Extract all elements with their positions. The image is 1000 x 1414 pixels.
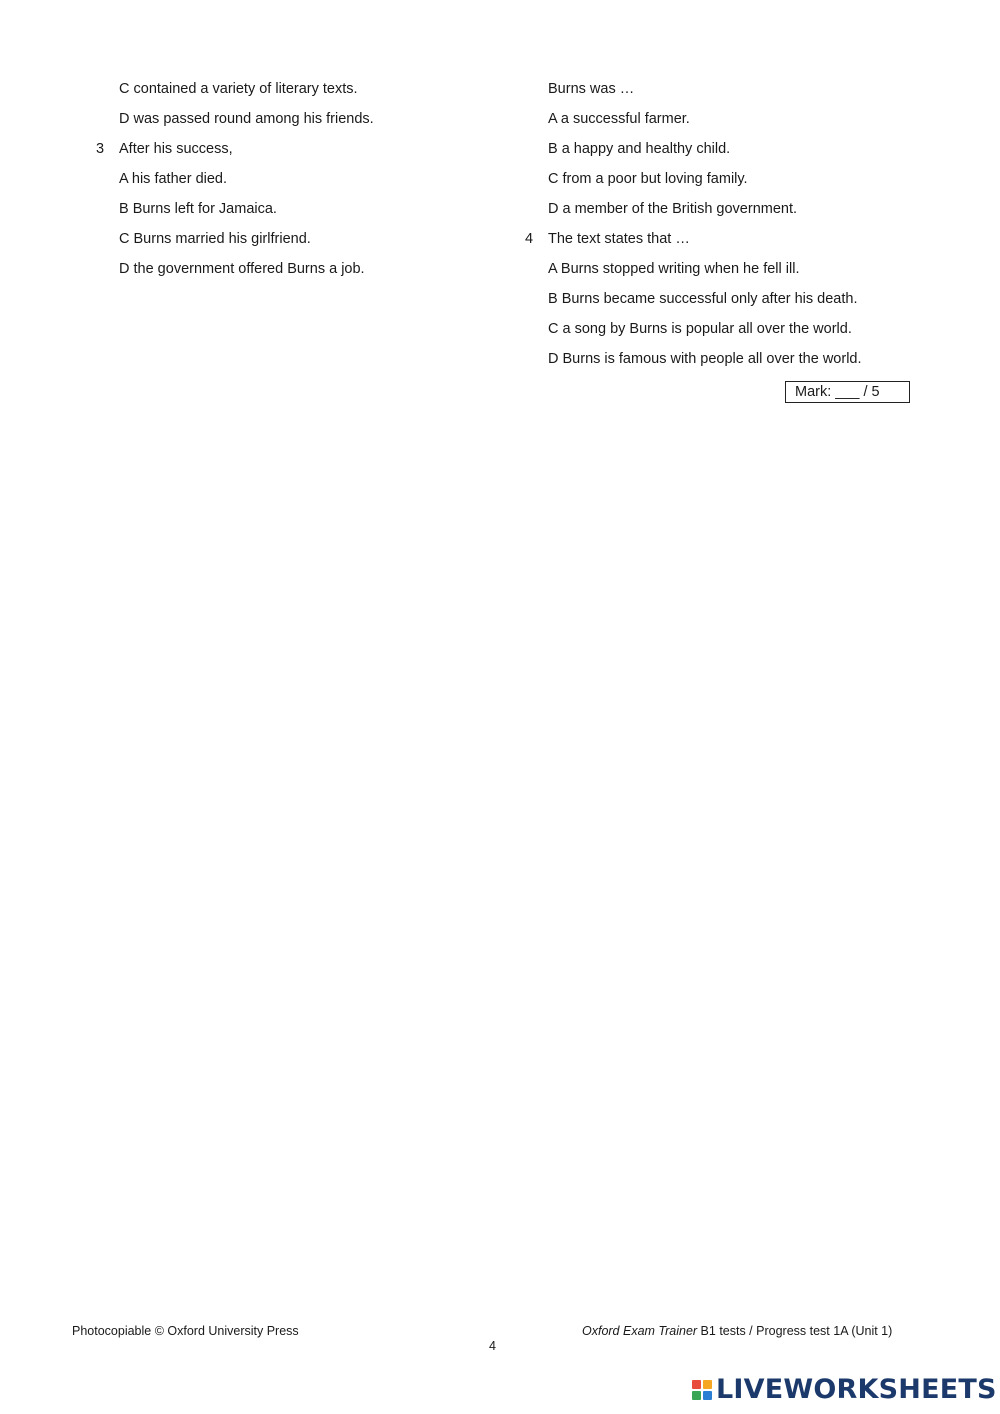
q4-stem: The text states that …	[548, 231, 690, 247]
brand-name: LIVEWORKSHEETS	[716, 1374, 997, 1405]
mark-box: Mark: ___ / 5	[785, 381, 910, 403]
q3-option-d: D the government offered Burns a job.	[119, 261, 365, 277]
q4-option-b: B Burns became successful only after his death.	[548, 291, 858, 307]
liveworksheets-logo-icon	[692, 1380, 712, 1400]
logo-square-red	[692, 1380, 701, 1389]
logo-square-green	[692, 1391, 701, 1400]
q4-option-a: A Burns stopped writing when he fell ill.	[548, 261, 800, 277]
page-number: 4	[489, 1339, 496, 1353]
footer-copyright: Photocopiable © Oxford University Press	[72, 1324, 299, 1338]
q3-option-a: A his father died.	[119, 171, 228, 187]
q-continued-stem: Burns was …	[548, 81, 635, 97]
q2-option-d: D was passed round among his friends.	[119, 111, 374, 127]
footer-title-rest: B1 tests / Progress test 1A (Unit 1)	[697, 1324, 893, 1338]
q4-option-d: D Burns is famous with people all over the world.	[548, 351, 862, 367]
q3-stem: After his success,	[119, 141, 233, 157]
logo-square-blue	[703, 1391, 712, 1400]
logo-square-orange	[703, 1380, 712, 1389]
footer-title-italic: Oxford Exam Trainer	[582, 1324, 698, 1338]
q4-option-c: C a song by Burns is popular all over the world.	[548, 321, 852, 337]
q3-option-b: B Burns left for Jamaica.	[119, 201, 277, 217]
q-continued-option-a: A a successful farmer.	[548, 111, 690, 127]
q3-number: 3	[96, 141, 105, 157]
q-continued-option-c: C from a poor but loving family.	[548, 171, 748, 187]
liveworksheets-brand[interactable]	[692, 1374, 997, 1406]
q4-number: 4	[525, 231, 534, 247]
q-continued-option-b: B a happy and healthy child.	[548, 141, 731, 157]
q3-option-c: C Burns married his girlfriend.	[119, 231, 311, 247]
q-continued-option-d: D a member of the British government.	[548, 201, 798, 217]
q2-option-c: C contained a variety of literary texts.	[119, 81, 358, 97]
footer-title	[582, 1323, 892, 1339]
